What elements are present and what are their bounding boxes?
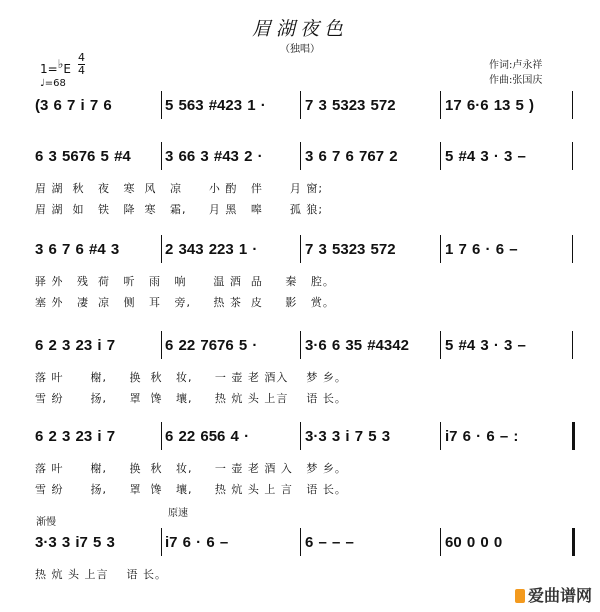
song-title: 眉湖夜色 [251,18,348,40]
barline [300,422,301,450]
measure: 6 22 7676 5 · [165,337,258,354]
time-signature [78,52,85,77]
staff-row [0,148,600,216]
measure: 3 6 7 6 #4 3 [35,241,120,258]
measure: 3·6 6 35 #4342 [305,337,409,354]
barline [300,331,301,359]
measure: 3·3 3 i7 5 3 [35,534,115,551]
logo-icon [515,589,525,603]
lyric-line: 落 叶 榭, 换 秋 妆, 一 壶 老 酒入 梦 乡。 [35,371,347,384]
barline [300,142,301,170]
lyric-line: 驿 外 残 荷 听 雨 响 温 酒 品 秦 腔。 [35,275,335,288]
key-note: E [63,62,71,76]
barline [440,91,441,119]
measure: 5 #4 3 · 3 – [445,337,526,354]
barline [572,142,573,170]
credits [489,58,542,88]
measure: 60 0 0 0 [445,534,503,551]
lyric-line: 眉 湖 秋 夜 寒 风 凉 小 酌 伴 月 窗; [35,182,324,195]
measure: 3·3 3 i 7 5 3 [305,428,391,445]
ts-bottom: 4 [78,64,85,77]
tempo-marking: ♩=68 [40,78,66,89]
measure: 3 66 3 #43 2 · [165,148,263,165]
measure: 1 7 6 · 6 – [445,241,518,258]
barline [440,422,441,450]
staff-row [0,241,600,309]
subtitle: （独唱） [280,44,320,55]
key-signature [40,57,71,76]
barline [300,528,301,556]
measure: 2 343 223 1 · [165,241,258,258]
barline [161,235,162,263]
measure: 3 6 7 6 767 2 [305,148,398,165]
lyric-line: 雪 纷 扬, 罩 馋 壤, 热 炕 头 上言 语 长。 [35,392,347,405]
a-tempo-mark: 原速 [168,508,188,519]
barline [161,142,162,170]
measure: (3 6 7 i 7 6 [35,97,112,114]
lyricist: 作词:卢永祥 [489,60,543,71]
key-prefix: 1= [40,62,58,76]
measure: 17 6·6 13 5 ) [445,97,535,114]
lyric-line: 落 叶 榭, 换 秋 妆, 一 壶 老 酒 入 梦 乡。 [35,462,347,475]
barline [440,235,441,263]
measure: i7 6 · 6 – : [445,428,519,445]
staff-row [0,337,600,405]
lyric-line: 热 炕 头 上言 语 长。 [35,568,167,581]
measure: 5 #4 3 · 3 – [445,148,526,165]
barline [572,528,575,556]
ts-top: 4 [78,51,85,64]
flat-sign: ♭ [57,57,64,71]
measure: 5 563 #423 1 · [165,97,266,114]
barline [440,142,441,170]
barline [161,331,162,359]
measure: i7 6 · 6 – [165,534,229,551]
composer: 作曲:张国庆 [489,75,543,86]
lyric-line: 雪 纷 扬, 罩 馋 壤, 热 炕 头 上 言 语 长。 [35,483,347,496]
barline [572,331,573,359]
barline [161,528,162,556]
measure: 6 2 3 23 i 7 [35,428,116,445]
measure: 6 3 5676 5 #4 [35,148,131,165]
logo-text: 爱曲谱网 [527,586,592,605]
barline [440,528,441,556]
barline [161,91,162,119]
measure: 6 2 3 23 i 7 [35,337,116,354]
staff-row [0,428,600,496]
barline [300,235,301,263]
measure: 6 22 656 4 · [165,428,250,445]
ritardando-mark: 渐慢 [36,517,56,528]
lyric-line: 眉 湖 如 铁 降 寒 霜, 月 黑 嗥 孤 狼; [35,203,324,216]
measure: 6 – – – [305,534,354,551]
measure: 7 3 5323 572 [305,241,396,258]
staff-row [0,534,600,581]
staff-row [0,97,600,125]
lyric-line: 塞 外 凄 凉 侧 耳 旁, 热 茶 皮 影 赏。 [35,296,335,309]
barline [572,235,573,263]
barline [572,422,575,450]
measure: 7 3 5323 572 [305,97,396,114]
barline [300,91,301,119]
barline [572,91,573,119]
barline [161,422,162,450]
barline [440,331,441,359]
site-logo [515,583,592,606]
